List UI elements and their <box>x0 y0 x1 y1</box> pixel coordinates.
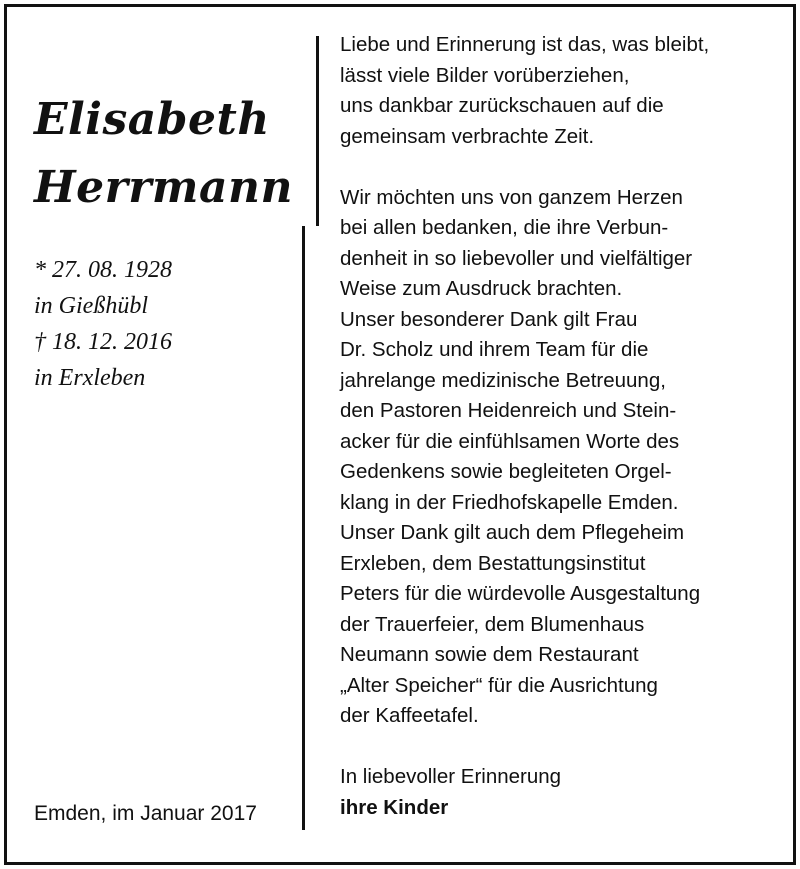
thanks-line: den Pastoren Heidenreich und Stein- <box>340 399 677 422</box>
thanks-line: der Kaffeetafel. <box>340 704 479 727</box>
spacer <box>340 152 780 183</box>
thanks-line: Dr. Scholz und ihrem Team für die <box>340 338 649 361</box>
poem-line: Liebe und Erinnerung ist das, was bleibt, <box>340 33 710 56</box>
thanks-line: Neumann sowie dem Restaurant <box>340 643 639 666</box>
deceased-first-name: Elisabeth <box>34 94 270 145</box>
place-date: Emden, im Januar 2017 <box>34 802 257 825</box>
thanks-line: jahrelange medizinische Betreuung, <box>340 368 666 392</box>
thanks-line: klang in der Friedhofskapelle Emden. <box>340 490 679 514</box>
thanks-line: acker für die einfühlsamen Worte des <box>340 429 680 453</box>
signature: ihre Kinder <box>340 795 449 819</box>
thanks-line: denheit in so liebevoller und vielfältiger <box>340 246 693 270</box>
deceased-last-name: Herrmann <box>34 162 293 213</box>
thanks-line: Unser Dank gilt auch dem Pflegeheim <box>340 521 685 544</box>
birth-date: * 27. 08. 1928 <box>34 257 172 283</box>
death-place: in Erxleben <box>34 365 146 391</box>
thanks-line: bei allen bedanken, die ihre Verbun- <box>340 216 669 239</box>
birth-place: in Gießhübl <box>34 293 148 319</box>
thank-you-text <box>340 30 780 823</box>
thanks-line: Weise zum Ausdruck brachten. <box>340 277 623 300</box>
poem-line: gemeinsam verbrachte Zeit. <box>340 124 595 148</box>
thanks-line: der Trauerfeier, dem Blumenhaus <box>340 612 645 636</box>
thanks-line: „Alter Speicher“ für die Ausrichtung <box>340 673 658 697</box>
thanks-line: Peters für die würdevolle Ausgestaltung <box>340 582 701 605</box>
life-dates <box>34 252 172 396</box>
closing-line: In liebevoller Erinnerung <box>340 765 562 788</box>
divider-upper <box>316 36 319 226</box>
divider-lower <box>302 226 305 830</box>
poem-line: uns dankbar zurückschauen auf die <box>340 94 664 117</box>
thanks-line: Wir möchten uns von ganzem Herzen <box>340 185 683 209</box>
spacer <box>340 732 780 763</box>
death-date: † 18. 12. 2016 <box>34 329 172 355</box>
thanks-line: Unser besonderer Dank gilt Frau <box>340 307 638 331</box>
poem-line: lässt viele Bilder vorüberziehen, <box>340 63 630 87</box>
thanks-line: Erxleben, dem Bestattungsinstitut <box>340 551 646 575</box>
thanks-line: Gedenkens sowie begleiteten Orgel- <box>340 460 672 483</box>
